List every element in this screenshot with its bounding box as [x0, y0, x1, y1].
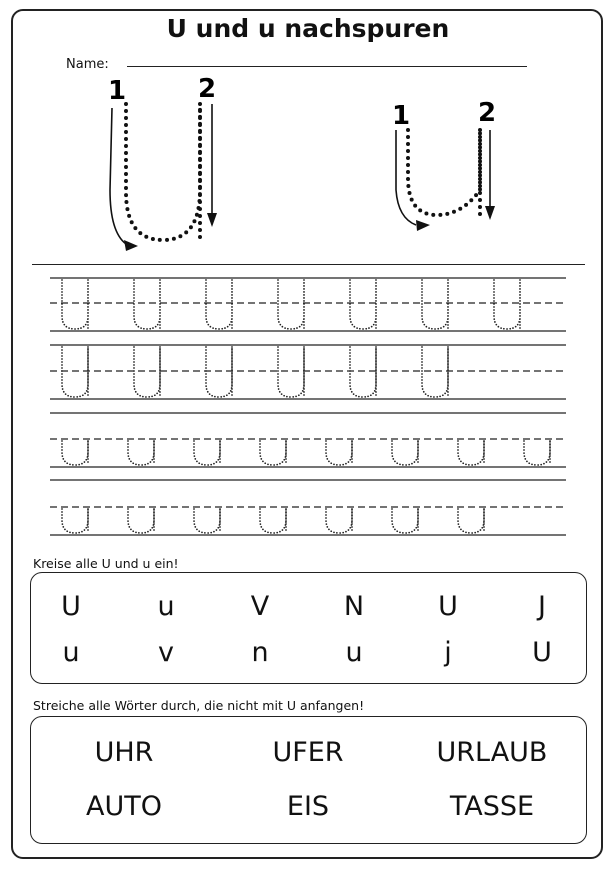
traceable-uppercase-u[interactable]	[278, 280, 304, 329]
letter-option[interactable]: v	[158, 637, 174, 668]
strike-task-instruction: Streiche alle Wörter durch, die nicht mit U anfangen!	[33, 698, 365, 713]
traceable-lowercase-u[interactable]	[326, 441, 352, 465]
traceable-uppercase-u[interactable]	[494, 280, 520, 329]
letter-option[interactable]: u	[62, 637, 80, 668]
traceable-uppercase-u[interactable]	[422, 347, 448, 397]
traceable-lowercase-u[interactable]	[260, 509, 286, 533]
traceable-lowercase-u[interactable]	[392, 441, 418, 465]
circle-task-box	[30, 572, 587, 684]
stroke-number-2: 2	[478, 98, 497, 128]
word-option[interactable]: URLAUB	[436, 737, 548, 768]
traceable-lowercase-u[interactable]	[458, 509, 484, 533]
traceable-uppercase-u[interactable]	[350, 280, 376, 329]
stroke-number-1: 1	[108, 76, 127, 106]
letter-option[interactable]: N	[343, 591, 365, 622]
page-title: U und u nachspuren	[166, 14, 450, 43]
traceable-lowercase-u[interactable]	[524, 441, 550, 465]
traceable-uppercase-u[interactable]	[278, 347, 304, 397]
letter-option[interactable]: u	[345, 637, 363, 668]
traceable-lowercase-u[interactable]	[194, 509, 220, 533]
traceable-lowercase-u[interactable]	[128, 441, 154, 465]
letter-option[interactable]: J	[538, 591, 546, 622]
traceable-uppercase-u[interactable]	[62, 280, 88, 329]
traceable-lowercase-u[interactable]	[260, 441, 286, 465]
traceable-lowercase-u[interactable]	[128, 509, 154, 533]
traceable-lowercase-u[interactable]	[194, 441, 220, 465]
traceable-uppercase-u[interactable]	[134, 347, 160, 397]
letter-option[interactable]: u	[157, 591, 175, 622]
traceable-lowercase-u[interactable]	[62, 509, 88, 533]
letter-option[interactable]: j	[444, 637, 452, 668]
stroke-number-1: 1	[392, 101, 411, 131]
traceable-uppercase-u[interactable]	[422, 280, 448, 329]
letter-option[interactable]: U	[532, 637, 552, 668]
traceable-lowercase-u[interactable]	[392, 509, 418, 533]
letter-option[interactable]: V	[250, 591, 270, 622]
circle-task-instruction: Kreise alle U und u ein!	[33, 556, 179, 571]
traceable-lowercase-u[interactable]	[62, 441, 88, 465]
strike-task-box	[30, 716, 587, 844]
traceable-lowercase-u[interactable]	[326, 509, 352, 533]
word-option[interactable]: TASSE	[449, 791, 535, 822]
letter-option[interactable]: n	[251, 637, 269, 668]
traceable-uppercase-u[interactable]	[206, 347, 232, 397]
letter-option[interactable]: U	[438, 591, 458, 622]
traceable-uppercase-u[interactable]	[134, 280, 160, 329]
name-label: Name:	[66, 57, 109, 72]
traceable-uppercase-u[interactable]	[206, 280, 232, 329]
word-option[interactable]: EIS	[286, 791, 330, 822]
word-option[interactable]: AUTO	[86, 791, 162, 822]
stroke-number-2: 2	[198, 74, 217, 104]
letter-option[interactable]: U	[61, 591, 81, 622]
word-option[interactable]: UFER	[272, 737, 344, 768]
traceable-lowercase-u[interactable]	[458, 441, 484, 465]
traceable-uppercase-u[interactable]	[350, 347, 376, 397]
word-option[interactable]: UHR	[94, 737, 154, 768]
traceable-uppercase-u[interactable]	[62, 347, 88, 397]
